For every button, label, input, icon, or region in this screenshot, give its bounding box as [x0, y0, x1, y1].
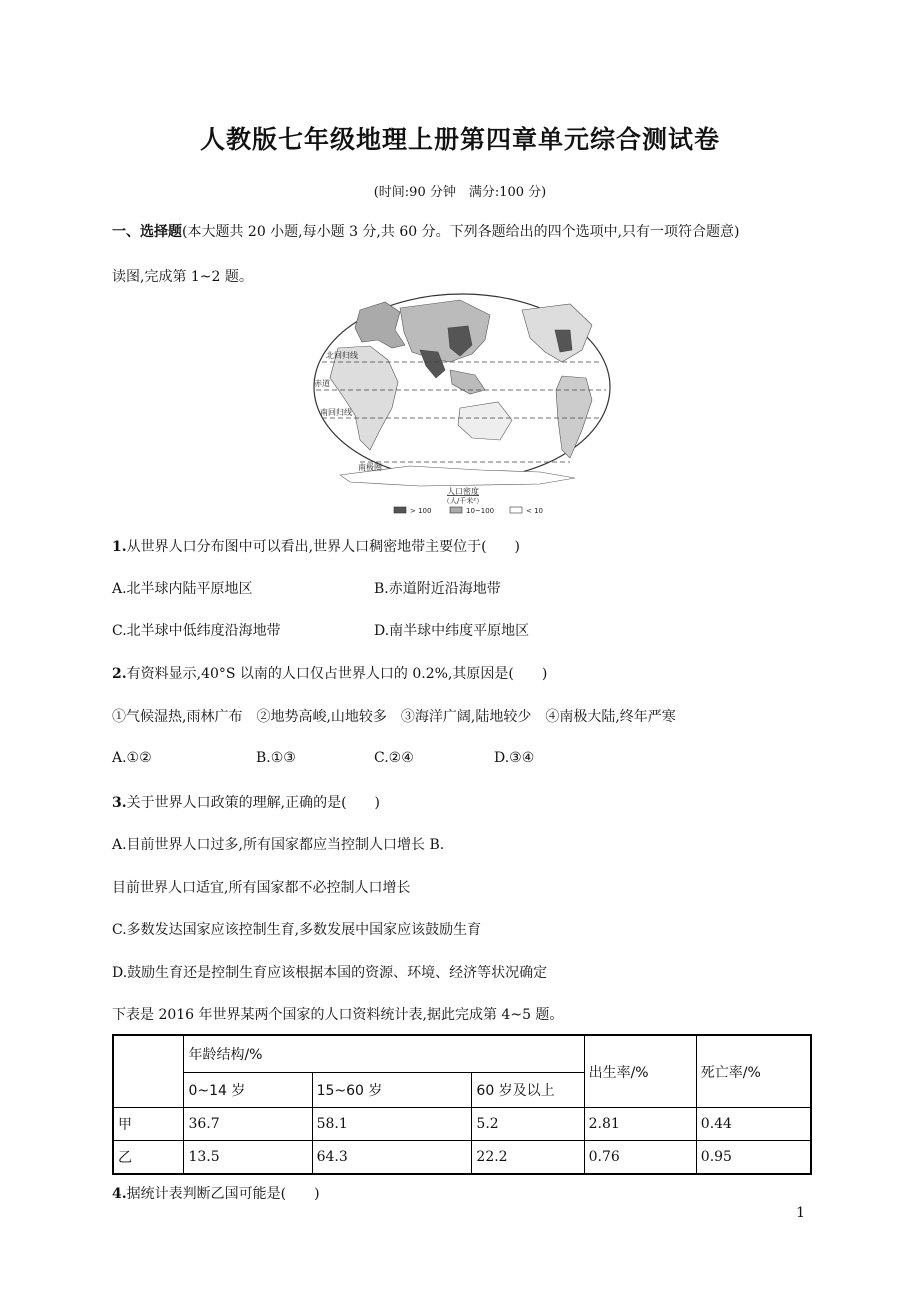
q1-option-a: A.北半球内陆平原地区	[112, 581, 253, 597]
south-america-shape	[556, 376, 592, 458]
page-number: 1	[796, 1205, 805, 1221]
age-structure-header: 年龄结构/%	[184, 1035, 584, 1073]
legend-label-low: < 10	[526, 507, 543, 515]
birth-rate-header: 出生率/%	[584, 1035, 696, 1108]
label-antarctic: 南极圈	[358, 463, 382, 472]
q3-line-2: 目前世界人口适宜,所有国家都不必控制人口增长	[112, 880, 411, 896]
table-row	[113, 1108, 811, 1141]
q2-option-d: D.③④	[494, 750, 535, 766]
legend-swatch-low	[510, 507, 522, 513]
country-name: 甲	[113, 1108, 184, 1141]
question-stem: 据统计表判断乙国可能是( )	[126, 1186, 320, 1202]
page-title: 人教版七年级地理上册第四章单元综合测试卷	[199, 125, 720, 154]
section-description: (本大题共 20 小题,每小题 3 分,共 60 分。下列各题给出的四个选项中,只有一项符合题意)	[182, 224, 740, 240]
label-equator: 赤道	[314, 379, 330, 388]
label-tropic-north: 北回归线	[326, 351, 358, 360]
question-3	[112, 792, 380, 812]
question-number: 3.	[112, 795, 127, 811]
q1-option-c: C.北半球中低纬度沿海地带	[112, 623, 281, 639]
question-number: 4.	[112, 1186, 127, 1202]
label-tropic-south: 南回归线	[320, 408, 352, 417]
intro-q4-5: 下表是 2016 年世界某两个国家的人口资料统计表,据此完成第 4~5 题。	[112, 1007, 564, 1023]
q3-line-1: A.目前世界人口过多,所有国家都应当控制人口增长 B.	[112, 837, 445, 853]
table-cell: 0.44	[696, 1108, 811, 1141]
question-stem: 从世界人口分布图中可以看出,世界人口稠密地带主要位于( )	[126, 539, 520, 555]
q2-option-b: B.①③	[256, 750, 296, 766]
legend-label-mid: 10~100	[466, 507, 495, 515]
q1-option-d: D.南半球中纬度平原地区	[374, 623, 530, 639]
table-cell: 36.7	[184, 1108, 312, 1141]
table-cell: 22.2	[472, 1141, 584, 1175]
question-number: 2.	[112, 666, 127, 682]
q3-line-4: D.鼓励生育还是控制生育应该根据本国的资源、环境、经济等状况确定	[112, 965, 548, 981]
population-stats-table	[112, 1034, 812, 1175]
question-stem: 有资料显示,40°S 以南的人口仅占世界人口的 0.2%,其原因是( )	[126, 666, 548, 682]
table-corner-cell	[113, 1035, 184, 1108]
table-row	[113, 1141, 811, 1175]
q3-line-3: C.多数发达国家应该控制生育,多数发展中国家应该鼓励生育	[112, 922, 482, 938]
table-cell: 13.5	[184, 1141, 312, 1175]
q2-option-c: C.②④	[374, 750, 414, 766]
table-cell: 5.2	[472, 1108, 584, 1141]
section-heading	[112, 221, 740, 241]
legend-unit: （人/千米²）	[442, 497, 484, 505]
legend-swatch-high	[394, 507, 406, 513]
table-header-row	[113, 1035, 811, 1073]
question-4	[112, 1183, 320, 1203]
table-cell: 0.76	[584, 1141, 696, 1175]
world-population-map	[300, 290, 620, 520]
country-name: 乙	[113, 1141, 184, 1175]
legend-swatch-mid	[450, 507, 462, 513]
q2-reasons: ①气候湿热,雨林广布 ②地势高峻,山地较多 ③海洋广阔,陆地较少 ④南极大陆,终年严寒	[112, 709, 676, 725]
age-15-60-header: 15~60 岁	[312, 1073, 472, 1108]
table-cell: 58.1	[312, 1108, 472, 1141]
q2-option-a: A.①②	[112, 750, 152, 766]
question-2	[112, 663, 547, 683]
q1-option-b: B.赤道附近沿海地带	[374, 581, 501, 597]
question-number: 1.	[112, 539, 127, 555]
table-cell: 64.3	[312, 1141, 472, 1175]
intro-q1-2: 读图,完成第 1~2 题。	[112, 269, 253, 285]
exam-info: (时间:90 分钟 满分:100 分)	[373, 185, 547, 200]
table-cell: 0.95	[696, 1141, 811, 1175]
age-0-14-header: 0~14 岁	[184, 1073, 312, 1108]
question-1	[112, 536, 520, 556]
section-label: 一、选择题	[112, 224, 182, 240]
age-60-plus-header: 60 岁及以上	[472, 1073, 584, 1108]
question-stem: 关于世界人口政策的理解,正确的是( )	[126, 795, 380, 811]
death-rate-header: 死亡率/%	[696, 1035, 811, 1108]
legend-title: 人口密度	[447, 487, 479, 496]
table-cell: 2.81	[584, 1108, 696, 1141]
legend-label-high: > 100	[410, 507, 432, 515]
